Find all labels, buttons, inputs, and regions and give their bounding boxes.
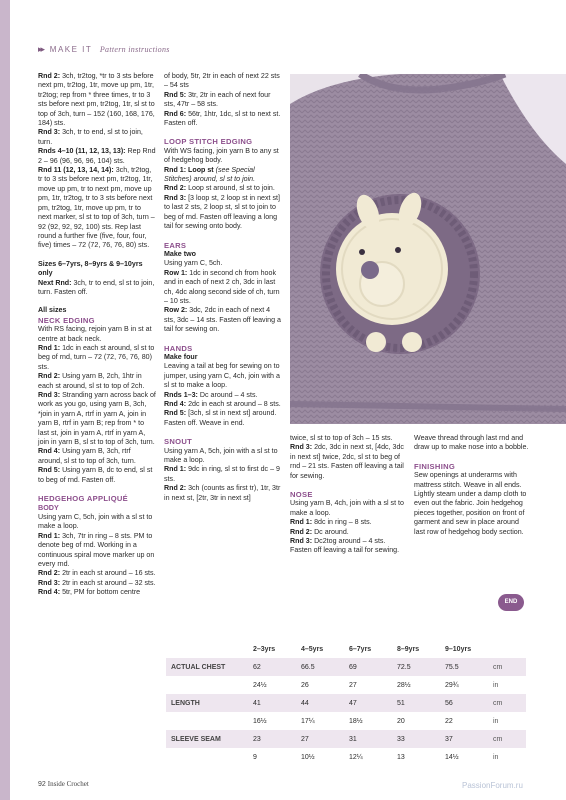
size-header: 9–10yrs xyxy=(440,640,488,658)
table-row: 9 10½ 12¼ 13 14½ in xyxy=(253,753,499,761)
page-header xyxy=(38,44,170,55)
section-heading-snout: SNOUT xyxy=(164,437,193,447)
section-heading-neck-edging: NECK EDGING xyxy=(38,315,95,325)
double-arrow-icon: ▸▸ xyxy=(38,44,44,54)
watermark: PassionForum.ru xyxy=(462,781,523,790)
section-heading-ears: EARS xyxy=(164,240,187,250)
table-row: SLEEVE SEAM 23 27 31 33 37 cm xyxy=(166,730,526,748)
table-row: ACTUAL CHEST 62 66.5 69 72.5 75.5 cm xyxy=(166,658,526,676)
publication-name: Inside Crochet xyxy=(47,780,89,788)
section-heading-hands: HANDS xyxy=(164,343,193,353)
column-3: twice, sl st to top of 3ch – 15 sts. Rnd 3: 2dc, 3dc in next st, [4dc, 3dc in next st] twice, 2dc, sl st to beg of rnd – 21 sts. Fasten off leaving a tail for sewing. NOSE Using yarn B, 4ch, join with a sl st to make a loop. Rnd 1: 8dc in ring – 8 sts. Rnd 2: Dc around. Rnd 3: Dc2tog around – 4 sts. Fasten off leaving a tail for sewing. xyxy=(290,434,406,556)
table-row: LENGTH 41 44 47 51 56 cm xyxy=(166,694,526,712)
section-heading-loop-stitch: LOOP STITCH EDGING xyxy=(164,137,253,147)
header-subtitle: Pattern instructions xyxy=(99,45,170,54)
size-table xyxy=(166,640,526,766)
size-header: 4–5yrs xyxy=(296,640,344,658)
section-subheading-body: BODY xyxy=(38,503,59,513)
hedgehog-jumper-image xyxy=(290,74,566,424)
end-badge: END xyxy=(498,594,524,611)
table-row: 24½ 26 27 28½ 29¾ in xyxy=(253,681,499,689)
page-footer xyxy=(38,780,89,788)
section-heading-nose: NOSE xyxy=(290,490,313,500)
header-title: MAKE IT xyxy=(49,45,93,54)
table-row: 16½ 17¼ 18½ 20 22 in xyxy=(253,717,499,725)
column-4: Weave thread through last rnd and draw up to make nose into a bobble. FINISHING Sew openings at underarms with mattress stitch. Weave in all ends. Lightly steam under a damp cloth to even out the fabric. Join hedgehog pieces together, position on front of garment and sew in place around last row of hedgehog body section. xyxy=(414,434,529,536)
section-heading-hedgehog: HEDGEHOG APPLIQUÉ xyxy=(38,494,129,504)
jumper-photo xyxy=(290,74,566,424)
left-edge-bar xyxy=(0,0,10,800)
column-1: Rnd 2: 3ch, tr2tog, *tr to 3 sts before next pm, tr2tog, 1tr, move up pm, 1tr, tr2tog; rep from * three times, tr to 3 sts before next pm, tr2tog, 1tr, sl st to top of 3ch, turn – 152 (160, 168, 176, 184) sts. Rnd 3: 3ch, tr to end, sl st to join, turn. Rnds 4–10 (11, 12, 13, 13): Rep Rnd 2 – 96 (96, 96, 96, 104) sts. Rnd 11 (12, 13, 14, 14): 3ch, tr2tog, tr to 3 sts before next pm, tr2tog, 1tr, move up pm, tr to next pm, move up pm, 1tr, tr2tog, tr to 3 sts before next pm, tr2tog, 1tr, move up pm, tr to next marker, sl st to top of 3ch, turn – 92 (92, 92, 92, 100) sts. Rep last round a further five (five, four, four, five) times – 72 (72, 76, 76, 80) sts. Sizes 6–7yrs, 8–9yrs & 9–10yrs only Next Rnd: 3ch, tr to end, sl st to join, turn. Fasten off. All sizes NECK EDGING With RS facing, rejoin yarn B in st at centre at back neck. Rnd 1: 1dc in each st around, sl st to beg of rnd, turn – 72 (72, 76, 76, 80) sts. Rnd 2: Using yarn B, 2ch, 1htr in each st around, sl st to top of 2ch. Rnd 3: Stranding yarn across back of work as you go, using yarn B, 3ch, *join in yarn A, rtrf in yarn A, join in yarn B, rtrf in yarn B; rep from * to last st, join in yarn A, rtrf in yarn A, join in yarn B, sl st to top of 3ch, turn. Rnd 4: Using yarn B, 3ch, rtrf around, sl st to top of 3ch, turn. Rnd 5: Using yarn B, dc to end, sl st to beg of rnd. Fasten off. HEDGEHOG APPLIQUÉ BODY Using yarn C, 5ch, join with a sl st to make a loop. Rnd 1: 3ch, 7tr in ring – 8 sts. PM to denote beg of rnd. Working in a continuous spiral move marker up on every rnd. Rnd 2: 2tr in each st around – 16 sts. Rnd 3: 2tr in each st around – 32 sts. Rnd 4: 5tr, PM for bottom centre xyxy=(38,72,156,597)
page-number: 92 xyxy=(38,781,46,788)
section-heading-finishing: FINISHING xyxy=(414,461,456,471)
size-header: 8–9yrs xyxy=(392,640,440,658)
size-header: 2–3yrs xyxy=(248,640,296,658)
size-table-header xyxy=(166,640,526,658)
column-2: of body, 5tr, 2tr in each of next 22 sts – 54 sts Rnd 5: 3tr, 2tr in each of next four sts, 47tr – 58 sts. Rnd 6: 56tr, 1htr, 1dc, sl st to next st. Fasten off. LOOP STITCH EDGING With WS facing, join yarn B to any st of hedgehog body. Rnd 1: Loop st (see Special Stitches) around, sl st to join. Rnd 2: Loop st around, sl st to join. Rnd 3: [3 loop st, 2 loop st in next st] to last 2 sts, 2 loop st, sl st to join to beg of rnd. Fasten off leaving a long tail for sewing onto body. EARS Make two Using yarn C, 5ch. Row 1: 1dc in second ch from hook and in each of next 2 ch, 3dc in last ch, 4dc along second side of ch, turn – 10 sts. Row 2: 3dc, 2dc in each of next 4 sts, 3dc – 14 sts. Fasten off leaving a tail for sewing on. HANDS Make four Leaving a tail at beg for sewing on to jumper, using yarn C, 4ch, join with a sl st to make a loop. Rnds 1–3: Dc around – 4 sts. Rnd 4: 2dc in each st around – 8 sts. Rnd 5: [3ch, sl st in next st] around. Fasten off. Weave in end. SNOUT Using yarn A, 5ch, join with a sl st to make a loop. Rnd 1: 9dc in ring, sl st to first dc – 9 sts. Rnd 2: 3ch (counts as first tr), 1tr, 3tr in next st, [2tr, 3tr in next st] xyxy=(164,72,281,502)
size-header: 6–7yrs xyxy=(344,640,392,658)
